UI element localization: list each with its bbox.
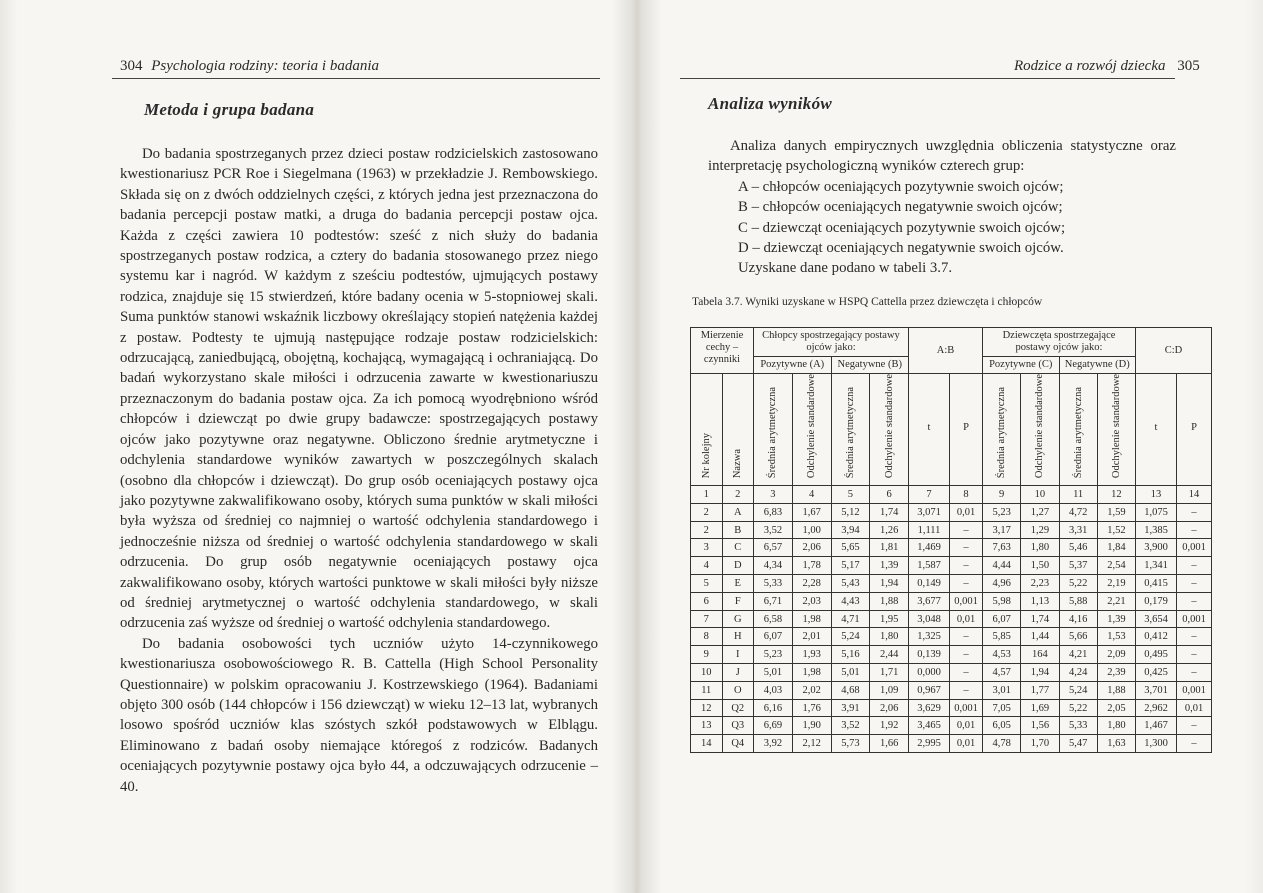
table-row xyxy=(691,521,1212,539)
table-row xyxy=(691,575,1212,593)
table-cell: 5 xyxy=(691,575,723,593)
header-measure: Mierzenie cechy – czynniki xyxy=(691,328,754,374)
table-body xyxy=(691,503,1212,752)
table-cell: 4,71 xyxy=(831,610,870,628)
group-b-line: B – chłopców oceniających negatywnie swoich ojców; xyxy=(738,199,1063,216)
table-cell: 0,415 xyxy=(1136,575,1177,593)
table-cell: 5,33 xyxy=(1059,717,1097,735)
table-cell: 5,22 xyxy=(1059,575,1097,593)
table-cell: 4 xyxy=(691,557,723,575)
table-cell: 7 xyxy=(691,610,723,628)
table-cell: 1,74 xyxy=(870,503,909,521)
table-cell: 4,21 xyxy=(1059,646,1097,664)
table-cell: 3,629 xyxy=(909,699,950,717)
table-cell: 1,39 xyxy=(870,557,909,575)
table-cell: 0,001 xyxy=(1177,681,1212,699)
table-cell: 0,01 xyxy=(950,610,983,628)
table-row xyxy=(691,503,1212,521)
column-number-cell: 14 xyxy=(1177,486,1212,504)
table-cell: – xyxy=(1177,557,1212,575)
column-number-cell: 10 xyxy=(1021,486,1059,504)
table-cell: 0,01 xyxy=(950,735,983,753)
table-cell: 2,05 xyxy=(1097,699,1135,717)
table-row xyxy=(691,681,1212,699)
left-header-rule xyxy=(112,78,600,79)
table-cell: 4,44 xyxy=(983,557,1021,575)
table-cell: Q3 xyxy=(722,717,754,735)
table-cell: 0,149 xyxy=(909,575,950,593)
table-cell: 1,385 xyxy=(1136,521,1177,539)
header-mean-d-text: Średnia arytmetyczna xyxy=(1072,386,1084,479)
table-cell: – xyxy=(950,681,983,699)
table-cell: 1,80 xyxy=(1097,717,1135,735)
table-cell: 1,26 xyxy=(870,521,909,539)
column-number-cell: 12 xyxy=(1097,486,1135,504)
table-cell: 5,85 xyxy=(983,628,1021,646)
table-cell: – xyxy=(1177,628,1212,646)
table-cell: 4,24 xyxy=(1059,664,1097,682)
table-cell: 5,33 xyxy=(754,575,793,593)
table-cell: 2,21 xyxy=(1097,592,1135,610)
table-cell: – xyxy=(1177,521,1212,539)
left-page-number: 304 xyxy=(120,58,143,74)
header-name-text: Nazwa xyxy=(732,448,744,479)
table-cell: G xyxy=(722,610,754,628)
header-cd: C:D xyxy=(1136,328,1212,374)
table-cell: 5,24 xyxy=(1059,681,1097,699)
table-cell: 2,01 xyxy=(792,628,831,646)
table-cell: 1,67 xyxy=(792,503,831,521)
table-cell: 3,048 xyxy=(909,610,950,628)
table-cell: 0,01 xyxy=(950,503,983,521)
book-gutter xyxy=(612,0,662,893)
table-cell: 0,412 xyxy=(1136,628,1177,646)
table-cell: 4,53 xyxy=(983,646,1021,664)
column-number-cell: 5 xyxy=(831,486,870,504)
table-cell: 5,16 xyxy=(831,646,870,664)
table-cell: 5,23 xyxy=(754,646,793,664)
table-cell: 1,98 xyxy=(792,610,831,628)
table-cell: 1,50 xyxy=(1021,557,1059,575)
table-cell: 0,001 xyxy=(950,699,983,717)
table-cell: 6,57 xyxy=(754,539,793,557)
table-cell: I xyxy=(722,646,754,664)
table-cell: 0,000 xyxy=(909,664,950,682)
table-cell: 5,88 xyxy=(1059,592,1097,610)
table-cell: – xyxy=(950,539,983,557)
right-header-rule xyxy=(680,78,1175,79)
table-cell: 1,467 xyxy=(1136,717,1177,735)
table-cell: 3,52 xyxy=(831,717,870,735)
table-cell: – xyxy=(1177,575,1212,593)
table-cell: – xyxy=(950,521,983,539)
table-cell: 0,001 xyxy=(1177,539,1212,557)
right-page-number: 305 xyxy=(1177,58,1200,74)
table-row xyxy=(691,610,1212,628)
table-reference: Uzyskane dane podano w tabeli 3.7. xyxy=(738,260,953,277)
table-row xyxy=(691,699,1212,717)
table-caption: Tabela 3.7. Wyniki uzyskane w HSPQ Cattella przez dziewczęta i chłopców xyxy=(692,296,1043,308)
table-cell: 6,07 xyxy=(983,610,1021,628)
table-cell: 3,17 xyxy=(983,521,1021,539)
table-cell: 5,12 xyxy=(831,503,870,521)
table-cell: – xyxy=(950,664,983,682)
table-cell: – xyxy=(950,646,983,664)
table-cell: 2,28 xyxy=(792,575,831,593)
table-cell: 2 xyxy=(691,503,723,521)
header-sd-d xyxy=(1097,374,1135,486)
header-sd-a-text: Odchylenie standardowe xyxy=(806,374,818,479)
header-pos-a: Pozytywne (A) xyxy=(754,357,832,374)
header-t-cd: t xyxy=(1136,374,1177,486)
table-cell: 3,701 xyxy=(1136,681,1177,699)
table-row xyxy=(691,592,1212,610)
table-cell: 4,16 xyxy=(1059,610,1097,628)
right-page-edge xyxy=(1245,0,1263,893)
table-cell: Q2 xyxy=(722,699,754,717)
table-cell: – xyxy=(950,628,983,646)
table-cell: 0,001 xyxy=(950,592,983,610)
header-sd-a xyxy=(792,374,831,486)
table-row xyxy=(691,646,1212,664)
table-cell: 3,677 xyxy=(909,592,950,610)
right-body-text xyxy=(708,136,1176,279)
table-cell: 1,78 xyxy=(792,557,831,575)
table-cell: 1,09 xyxy=(870,681,909,699)
table-cell: – xyxy=(950,575,983,593)
table-cell: 1,71 xyxy=(870,664,909,682)
table-cell: 4,78 xyxy=(983,735,1021,753)
table-cell: 7,63 xyxy=(983,539,1021,557)
table-cell: 1,77 xyxy=(1021,681,1059,699)
table-cell: 5,23 xyxy=(983,503,1021,521)
table-cell: B xyxy=(722,521,754,539)
table-cell: 5,17 xyxy=(831,557,870,575)
table-cell: 4,34 xyxy=(754,557,793,575)
table-cell: 2,02 xyxy=(792,681,831,699)
table-cell: 1,81 xyxy=(870,539,909,557)
table-cell: 2,44 xyxy=(870,646,909,664)
table-cell: 4,68 xyxy=(831,681,870,699)
table-cell: 6,58 xyxy=(754,610,793,628)
table-cell: 1,29 xyxy=(1021,521,1059,539)
header-mean-a-text: Średnia arytmetyczna xyxy=(767,386,779,479)
table-cell: 1,66 xyxy=(870,735,909,753)
header-ab: A:B xyxy=(909,328,983,374)
table-cell: 3,52 xyxy=(754,521,793,539)
table-cell: D xyxy=(722,557,754,575)
table-cell: 14 xyxy=(691,735,723,753)
table-cell: 2,39 xyxy=(1097,664,1135,682)
table-cell: 2,03 xyxy=(792,592,831,610)
table-row xyxy=(691,664,1212,682)
table-cell: 0,179 xyxy=(1136,592,1177,610)
table-cell: 1,76 xyxy=(792,699,831,717)
table-cell: 3,654 xyxy=(1136,610,1177,628)
table-row xyxy=(691,717,1212,735)
header-name xyxy=(722,374,754,486)
table-cell: 8 xyxy=(691,628,723,646)
table-cell: 164 xyxy=(1021,646,1059,664)
table-cell: 6,69 xyxy=(754,717,793,735)
table-cell: 1,587 xyxy=(909,557,950,575)
table-cell: 11 xyxy=(691,681,723,699)
header-mean-d xyxy=(1059,374,1097,486)
column-number-row-group xyxy=(691,486,1212,504)
table-cell: 2,06 xyxy=(792,539,831,557)
header-sd-c xyxy=(1021,374,1059,486)
left-paragraph-1: Do badania spostrzeganych przez dzieci postaw rodzicielskich zastosowano kwestionariusz PCR Roe i Siegelmana (1963) w przekładzie J. Rembowskiego. Składa się on z dwóch oddzielnych części, z których jedna jest przeznaczona do badania percepcji postaw matki, a druga do badania percepcji postaw ojca. Każda z części zawiera 10 podtestów: sześć z nich służy do badania spostrzeganych postaw rodzica, a cztery do badania stosowanego przez niego systemu kar i nagród. W każdym z sześciu podtestów, ujmujących postawy rodzica, znajduje się 15 stwierdzeń, które badany ocenia w 5-stopniowej skali. Suma punktów stanowi wskaźnik liczbowy określający stopień natężenia każdej z postaw. Podtesty te ujmują następujące rodzaje postaw rodzicielskich: odrzucającą, zaniedbującą, obojętną, kochającą, wymagającą i ochraniającą. Do badań wykorzystano skale miłości i odrzucenia zawarte w kwestionariuszu przeznaczonym do badania postaw ojca. Za ich pomocą wyodrębniono wśród chłopców i dziewcząt po dwie grupy badawcze: spostrzegających postawy ojców jako pozytywne oraz negatywne. Obliczono średnie arytmetyczne i odchylenia standardowe wyników zawartych w poszczególnych skalach (osobno dla chłopców i dziewcząt). Do grup osób oceniających postawy ojca jako pozytywne zakwalifikowano osoby, których suma punktów w skali miłości była wyższa od średniej co najmniej o wartość odchylenia standardowego i jednocześnie niższa od średniej o wartość odchylenia standardowego w skali odrzucenia. Do grup osób negatywnie oceniających postawy ojca zakwalifikowano osoby, których wartości punktowe w skali miłości były niższe od średniej arytmetycznej o wartość odchylenia standardowego, w skali odrzucenia zaś wyższe od średniej o wartość odchylenia standardowego. xyxy=(120,146,598,632)
table-cell: 5,73 xyxy=(831,735,870,753)
table-cell: 6,05 xyxy=(983,717,1021,735)
table-cell: 2,54 xyxy=(1097,557,1135,575)
table-cell: F xyxy=(722,592,754,610)
table-cell: 13 xyxy=(691,717,723,735)
group-d-line: D – dziewcząt oceniających negatywnie swoich ojców. xyxy=(738,240,1064,257)
header-t-ab: t xyxy=(909,374,950,486)
column-number-cell: 1 xyxy=(691,486,723,504)
table-cell: – xyxy=(1177,735,1212,753)
table-cell: 12 xyxy=(691,699,723,717)
table-row xyxy=(691,735,1212,753)
table-cell: 2,19 xyxy=(1097,575,1135,593)
table-cell: 1,52 xyxy=(1097,521,1135,539)
table-cell: 6,16 xyxy=(754,699,793,717)
header-sd-b xyxy=(870,374,909,486)
table-cell: 1,90 xyxy=(792,717,831,735)
left-paragraph-2: Do badania osobowości tych uczniów użyto 14-czynnikowego kwestionariusza osobowościowego R. B. Cattella (High School Personality Questionnaire) w polskim opracowaniu J. Kostrzewskiego (1964). Badaniami objęto 300 osób (144 chłopców i 156 dziewcząt) w wieku 12–13 lat, wybranych losowo spośród uczniów klas szóstych szkół podstawowych w Elblągu. Eliminowano z badań osoby niemające któregoś z rodziców. Badanych oceniających pozytywnie postawy ojca było 44, a odczuwających odrzucenie – 40. xyxy=(120,635,598,795)
column-number-cell: 4 xyxy=(792,486,831,504)
table-cell: 4,03 xyxy=(754,681,793,699)
table-cell: 0,01 xyxy=(1177,699,1212,717)
table-cell: 1,63 xyxy=(1097,735,1135,753)
table-cell: 5,98 xyxy=(983,592,1021,610)
table-cell: 1,469 xyxy=(909,539,950,557)
table-cell: – xyxy=(1177,646,1212,664)
table-cell: 3 xyxy=(691,539,723,557)
table-cell: E xyxy=(722,575,754,593)
table-cell: 1,98 xyxy=(792,664,831,682)
header-sd-d-text: Odchylenie standardowe xyxy=(1110,374,1122,479)
table-cell: 1,80 xyxy=(1021,539,1059,557)
right-running-title: Rodzice a rozwój dziecka xyxy=(1014,58,1166,74)
left-running-title: Psychologia rodziny: teoria i badania xyxy=(151,58,380,74)
table-cell: 3,465 xyxy=(909,717,950,735)
table-cell: O xyxy=(722,681,754,699)
table-cell: 3,900 xyxy=(1136,539,1177,557)
table-cell: 2,962 xyxy=(1136,699,1177,717)
table-cell: 4,43 xyxy=(831,592,870,610)
table-cell: 2,09 xyxy=(1097,646,1135,664)
table-cell: 1,80 xyxy=(870,628,909,646)
left-running-head xyxy=(120,58,379,75)
column-number-cell: 8 xyxy=(950,486,983,504)
table-cell: 0,425 xyxy=(1136,664,1177,682)
table-cell: 1,94 xyxy=(1021,664,1059,682)
table-cell: 0,139 xyxy=(909,646,950,664)
column-number-cell: 11 xyxy=(1059,486,1097,504)
table-cell: 1,94 xyxy=(870,575,909,593)
right-section-heading: Analiza wyników xyxy=(708,94,833,113)
table-cell: 1,70 xyxy=(1021,735,1059,753)
table-cell: A xyxy=(722,503,754,521)
header-mean-c xyxy=(983,374,1021,486)
table-cell: 5,37 xyxy=(1059,557,1097,575)
table-cell: 1,74 xyxy=(1021,610,1059,628)
table-cell: 1,27 xyxy=(1021,503,1059,521)
table-cell: 1,88 xyxy=(1097,681,1135,699)
header-girls: Dziewczęta spostrzegające postawy ojców jako: xyxy=(983,328,1136,357)
table-row xyxy=(691,628,1212,646)
table-cell: 3,91 xyxy=(831,699,870,717)
table-cell: – xyxy=(950,557,983,575)
table-cell: 2,12 xyxy=(792,735,831,753)
header-neg-b: Negatywne (B) xyxy=(831,357,909,374)
column-number-cell: 6 xyxy=(870,486,909,504)
header-boys: Chłopcy spostrzegający postawy ojców jako: xyxy=(754,328,909,357)
table-cell: 5,46 xyxy=(1059,539,1097,557)
header-mean-a xyxy=(754,374,793,486)
table-cell: 3,071 xyxy=(909,503,950,521)
header-sd-c-text: Odchylenie standardowe xyxy=(1034,374,1046,479)
table-cell: 4,57 xyxy=(983,664,1021,682)
table-cell: 5,47 xyxy=(1059,735,1097,753)
table-cell: 1,341 xyxy=(1136,557,1177,575)
table-cell: 0,967 xyxy=(909,681,950,699)
column-number-row xyxy=(691,486,1212,504)
group-c-line: C – dziewcząt oceniających pozytywnie swoich ojców; xyxy=(738,219,1066,236)
table-cell: 1,325 xyxy=(909,628,950,646)
table-cell: 6,07 xyxy=(754,628,793,646)
right-running-head xyxy=(1014,58,1200,75)
table-cell: 0,01 xyxy=(950,717,983,735)
table-cell: 1,69 xyxy=(1021,699,1059,717)
header-neg-d: Negatywne (D) xyxy=(1059,357,1136,374)
table-cell: 1,13 xyxy=(1021,592,1059,610)
column-number-cell: 9 xyxy=(983,486,1021,504)
table-cell: 1,39 xyxy=(1097,610,1135,628)
table-cell: 5,66 xyxy=(1059,628,1097,646)
table-cell: 2,23 xyxy=(1021,575,1059,593)
header-sd-b-text: Odchylenie standardowe xyxy=(883,374,895,479)
table-cell: 6 xyxy=(691,592,723,610)
table-cell: 3,31 xyxy=(1059,521,1097,539)
table-cell: 1,56 xyxy=(1021,717,1059,735)
header-mean-b-text: Średnia arytmetyczna xyxy=(844,386,856,479)
column-number-cell: 3 xyxy=(754,486,793,504)
table-cell: – xyxy=(1177,664,1212,682)
table-cell: 5,01 xyxy=(831,664,870,682)
table-cell: 1,075 xyxy=(1136,503,1177,521)
left-page-edge xyxy=(0,0,18,893)
table-cell: – xyxy=(1177,503,1212,521)
table-cell: Q4 xyxy=(722,735,754,753)
table-cell: 1,95 xyxy=(870,610,909,628)
table-cell: 3,94 xyxy=(831,521,870,539)
table-cell: 6,83 xyxy=(754,503,793,521)
table-cell: 1,92 xyxy=(870,717,909,735)
header-p-cd: P xyxy=(1177,374,1212,486)
table-cell: 5,43 xyxy=(831,575,870,593)
table-cell: 1,111 xyxy=(909,521,950,539)
header-no xyxy=(691,374,723,486)
header-p-ab: P xyxy=(950,374,983,486)
table-cell: 3,92 xyxy=(754,735,793,753)
table-cell: H xyxy=(722,628,754,646)
table-cell: 0,495 xyxy=(1136,646,1177,664)
table-cell: 2 xyxy=(691,521,723,539)
table-cell: 5,01 xyxy=(754,664,793,682)
table-cell: 4,72 xyxy=(1059,503,1097,521)
table-cell: 1,53 xyxy=(1097,628,1135,646)
table-cell: C xyxy=(722,539,754,557)
column-number-cell: 7 xyxy=(909,486,950,504)
table-cell: 1,300 xyxy=(1136,735,1177,753)
header-no-text: Nr kolejny xyxy=(700,432,712,479)
table-cell: 1,00 xyxy=(792,521,831,539)
table-cell: 1,59 xyxy=(1097,503,1135,521)
table-cell: 1,84 xyxy=(1097,539,1135,557)
header-mean-b xyxy=(831,374,870,486)
table-cell: – xyxy=(1177,592,1212,610)
table-cell: 4,96 xyxy=(983,575,1021,593)
left-section-heading: Metoda i grupa badana xyxy=(144,100,315,119)
table-cell: J xyxy=(722,664,754,682)
table-cell: – xyxy=(1177,717,1212,735)
header-pos-c: Pozytywne (C) xyxy=(983,357,1060,374)
table-cell: 1,88 xyxy=(870,592,909,610)
right-intro: Analiza danych empirycznych uwzględnia obliczenia statystyczne oraz interpretację psychologiczną wyników czterech grup: xyxy=(708,138,1176,175)
table-cell: 7,05 xyxy=(983,699,1021,717)
table-row xyxy=(691,557,1212,575)
table-row xyxy=(691,539,1212,557)
group-a-line: A – chłopców oceniających pozytywnie swoich ojców; xyxy=(738,178,1064,195)
results-table xyxy=(690,327,1212,753)
table-cell: 2,06 xyxy=(870,699,909,717)
left-body-text xyxy=(120,144,598,797)
table-cell: 9 xyxy=(691,646,723,664)
table-cell: 5,65 xyxy=(831,539,870,557)
table-cell: 0,001 xyxy=(1177,610,1212,628)
column-number-cell: 2 xyxy=(722,486,754,504)
table-cell: 2,995 xyxy=(909,735,950,753)
table-cell: 1,93 xyxy=(792,646,831,664)
table-cell: 5,22 xyxy=(1059,699,1097,717)
table-cell: 3,01 xyxy=(983,681,1021,699)
table-cell: 5,24 xyxy=(831,628,870,646)
column-number-cell: 13 xyxy=(1136,486,1177,504)
table-cell: 6,71 xyxy=(754,592,793,610)
table-cell: 10 xyxy=(691,664,723,682)
header-mean-c-text: Średnia arytmetyczna xyxy=(996,386,1008,479)
table-cell: 1,44 xyxy=(1021,628,1059,646)
